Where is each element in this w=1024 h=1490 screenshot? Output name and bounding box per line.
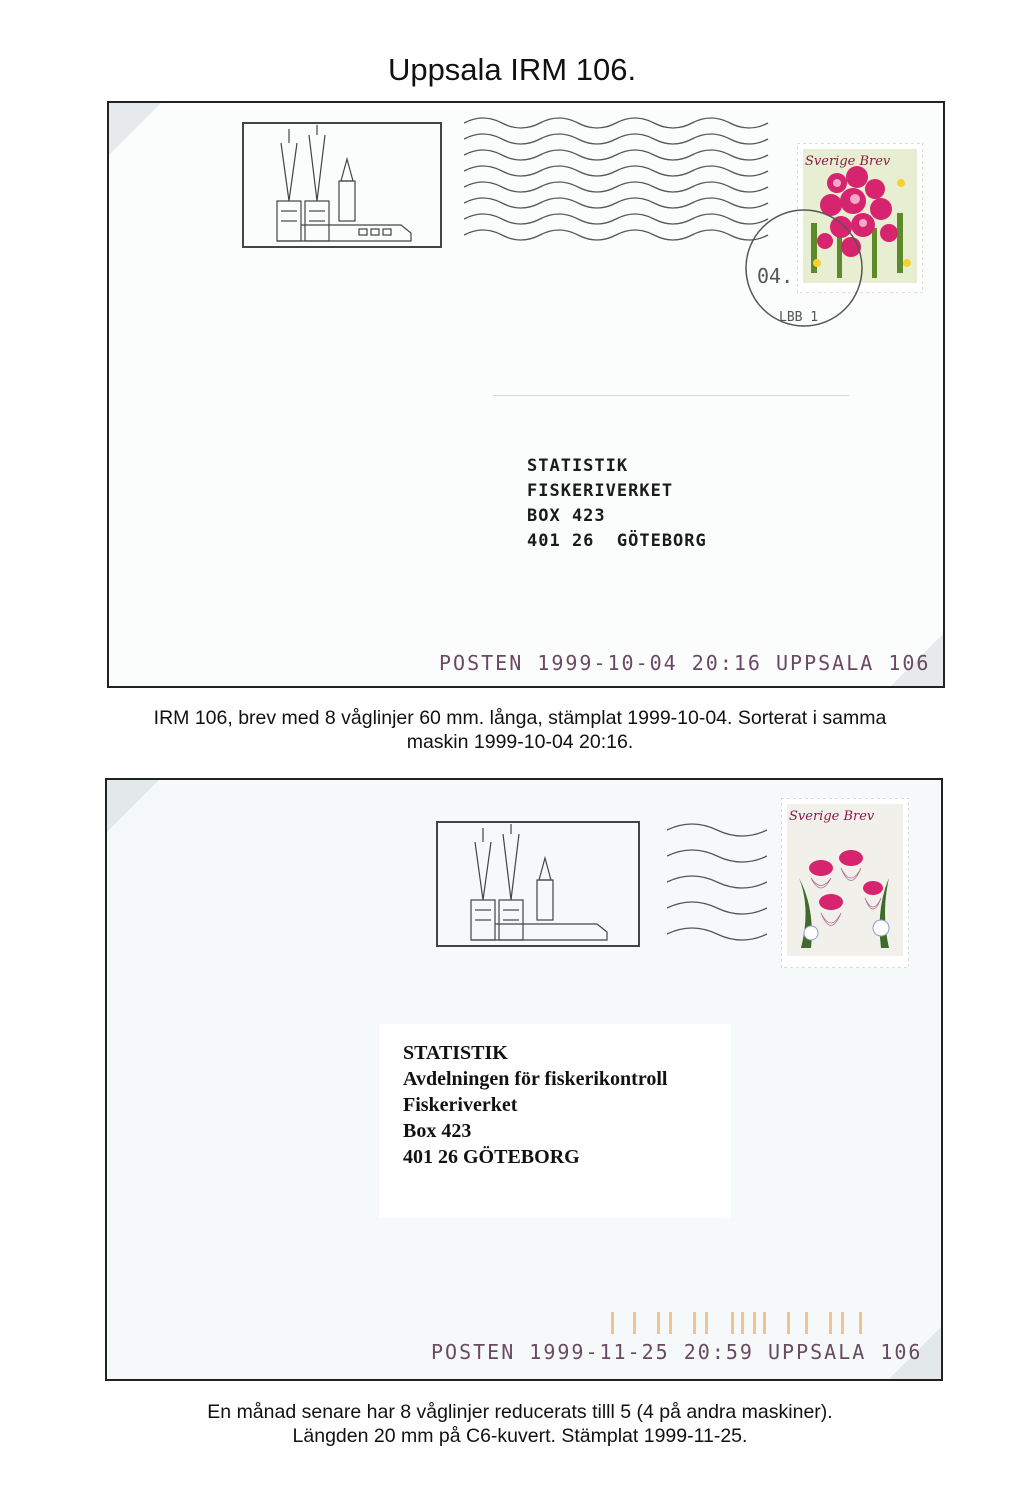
address-line: FISKERIVERKET [527, 481, 674, 501]
address-line: Avdelningen för fiskerikontroll [403, 1068, 668, 1090]
caption-1 [100, 706, 940, 754]
stamp-text-1: Sverige Brev [805, 154, 891, 169]
orange-barcode-marks [607, 1308, 869, 1338]
wave-lines-cancel [464, 117, 770, 247]
caption-line: maskin 1999-10-04 20:16. [406, 731, 634, 753]
caption-line: En månad senare har 8 våglinjer reducerats tilll 5 (4 på andra maskiner). [207, 1401, 833, 1423]
orchid-stamp-icon [781, 798, 909, 968]
address-line: STATISTIK [527, 456, 629, 476]
cathedral-cancel-icon [435, 820, 641, 948]
address-line: 401 26 GÖTEBORG [403, 1146, 580, 1168]
caption-line: Längden 20 mm på C6-kuvert. Stämplat 1999-11-25. [292, 1425, 748, 1447]
sorting-imprint: POSTEN 1999-11-25 20:59 UPPSALA 106 [431, 1340, 923, 1364]
envelope-2 [105, 778, 943, 1381]
photo-corner-top-left [107, 780, 159, 832]
address-block-1 [527, 454, 707, 554]
sorting-imprint: POSTEN 1999-10-04 20:16 UPPSALA 106 [439, 651, 931, 675]
address-line: BOX 423 [527, 506, 606, 526]
address-line: Box 423 [403, 1120, 472, 1142]
caption-2 [100, 1400, 940, 1448]
page-title: Uppsala IRM 106. [387, 52, 637, 87]
circular-postmark [739, 203, 869, 333]
postmark-date: 04. [757, 264, 794, 288]
address-block-2 [403, 1040, 667, 1170]
wave-lines-cancel [667, 822, 767, 946]
cathedral-cancel-icon [241, 121, 445, 249]
postmark-bottom-text: LBB 1 [779, 310, 819, 325]
address-line: Fiskeriverket [403, 1094, 518, 1116]
address-line: 401 26 GÖTEBORG [527, 531, 707, 551]
stamp-text-2: Sverige Brev [789, 809, 875, 824]
envelope-1 [107, 101, 945, 688]
photo-corner-top-left [109, 103, 161, 155]
label-edge [493, 395, 849, 396]
caption-line: IRM 106, brev med 8 våglinjer 60 mm. långa, stämplat 1999-10-04. Sorterat i samma [153, 707, 887, 729]
address-line: STATISTIK [403, 1042, 508, 1064]
